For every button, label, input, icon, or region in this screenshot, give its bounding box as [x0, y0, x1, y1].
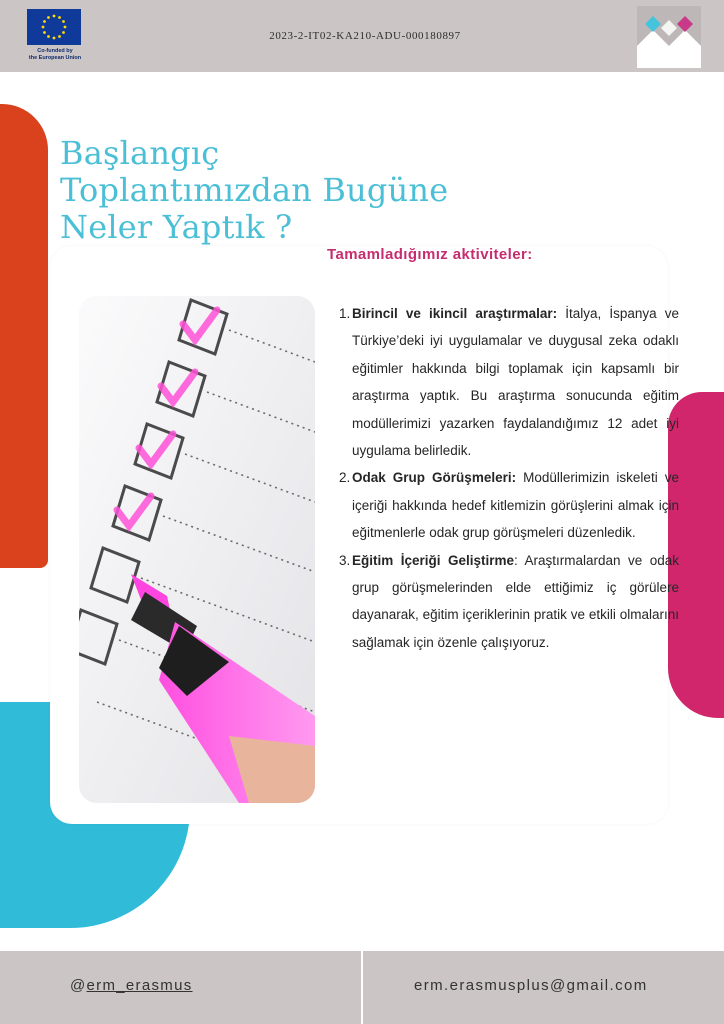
section-subtitle: Tamamladığımız aktiviteler: — [327, 246, 533, 263]
activity-text-1: İtalya, İspanya ve Türkiye’deki iyi uygulamalar ve duygusal zeka odaklı eğitimler hakkında bilgi toplamak için kapsamlı bir araştırma yaptık. Bu araştırma sonucunda eğitim modüllerimizi yazarken faydalandığımız 12 adet iyi uygulama belirledik. — [352, 306, 680, 459]
contact-email-link[interactable]: erm.erasmusplus@gmail.com — [414, 977, 648, 994]
footer-bar — [0, 951, 724, 1024]
activity-number-2: 2. — [339, 470, 351, 486]
eu-flag-icon — [27, 9, 81, 45]
eu-caption — [22, 48, 88, 62]
activity-text-3: Araştırmalardan ve odak grup görüşmelerinden elde ettiğimiz iç görülere dayanarak, eğitim içeriklerinin pratik ve etkili olmalarını sağlamak için özenle çalışıyoruz. — [352, 552, 679, 650]
orange-decor-shape — [0, 104, 48, 568]
project-code: 2023-2-IT02-KA210-ADU-000180897 — [269, 30, 461, 42]
activity-number-3: 3. — [339, 552, 351, 568]
activity-number-1: 1. — [339, 306, 351, 321]
activity-text-2: Modüllerimizin iskeleti ve içeriği hakkında hedef kitlemizin görüşlerini almak için eğitmenlerle odak grup görüşmeleri düzenledik. — [352, 470, 679, 541]
activity-list — [339, 300, 679, 656]
social-handle-link[interactable] — [70, 977, 193, 994]
page-title — [60, 135, 448, 246]
activity-heading-2: Odak Grup Görüşmeleri: — [352, 470, 517, 486]
social-handle-name: erm_erasmus — [86, 977, 193, 994]
eu-caption-line2: the European Union — [28, 55, 82, 61]
activity-heading-3: Eğitim İçeriği Geliştirme — [352, 552, 514, 568]
activity-item-2 — [339, 464, 679, 546]
social-handle-at: @ — [70, 977, 87, 994]
title-line-3: Neler Yaptık ? — [60, 208, 293, 246]
activity-heading-1: Birincil ve ikincil araştırmalar: — [352, 306, 558, 321]
checklist-highlighter-photo — [79, 296, 315, 803]
header-bar — [0, 0, 724, 72]
project-logo-icon — [637, 6, 701, 68]
activity-item-3: 3. Eğitim İçeriği Geliştirme: Araştırmalardan ve odak grup görüşmelerinden elde ettiğimiz iç görülere dayanarak, eğitim içeriklerinin pratik ve etkili olmalarını sağlamak için özenle çalışıyoruz. — [339, 547, 679, 657]
activity-item-1 — [339, 300, 679, 464]
title-line-2: Toplantımızdan Bugüne — [60, 171, 449, 209]
eu-caption-line1: Co-funded by — [37, 48, 73, 54]
title-line-1: Başlangıç — [60, 134, 220, 172]
footer-divider — [361, 951, 363, 1024]
